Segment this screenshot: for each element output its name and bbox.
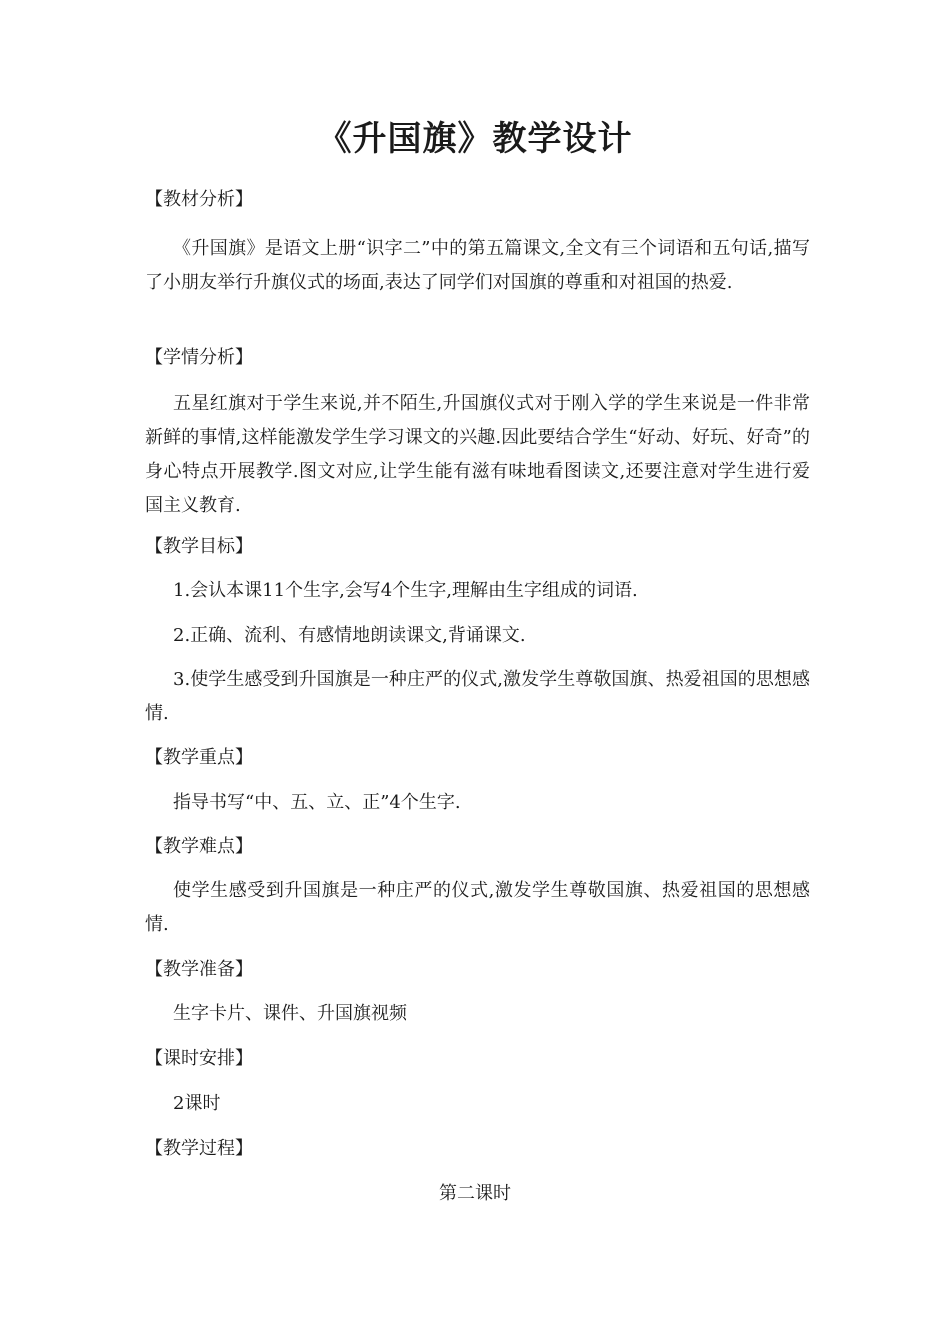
paragraph-schedule: 2课时 (173, 1093, 221, 1114)
heading-key-points: 【教学重点】 (145, 747, 253, 768)
paragraph-difficulties: 使学生感受到升国旗是一种庄严的仪式,激发学生尊敬国旗、热爱祖国的思想感情. (145, 880, 810, 935)
objective-item-1: 1.会认本课11个生字,会写4个生字,理解由生字组成的词语. (173, 580, 638, 601)
paragraph-material-analysis: 《升国旗》是语文上册“识字二”中的第五篇课文,全文有三个词语和五句话,描写了小朋友举行升旗仪式的场面,表达了同学们对国旗的尊重和对祖国的热爱. (145, 238, 810, 293)
heading-student-analysis: 【学情分析】 (145, 347, 253, 368)
heading-schedule: 【课时安排】 (145, 1048, 253, 1069)
paragraph-preparation: 生字卡片、课件、升国旗视频 (173, 1003, 407, 1024)
heading-process: 【教学过程】 (145, 1138, 253, 1159)
heading-difficulties: 【教学难点】 (145, 836, 253, 857)
paragraph-student-analysis: 五星红旗对于学生来说,并不陌生,升国旗仪式对于刚入学的学生来说是一件非常新鲜的事情,这样能激发学生学习课文的兴趣.因此要结合学生“好动、好玩、好奇”的身心特点开展教学.图文对应,让学生能有滋有味地看图读文,还要注意对学生进行爱国主义教育. (145, 393, 810, 516)
subheading-second-lesson: 第二课时 (439, 1183, 511, 1204)
paragraph-key-points: 指导书写“中、五、立、正”4个生字. (173, 792, 461, 813)
heading-material-analysis: 【教材分析】 (145, 189, 253, 210)
objective-item-2: 2.正确、流利、有感情地朗读课文,背诵课文. (173, 625, 526, 646)
objective-item-3: 3.使学生感受到升国旗是一种庄严的仪式,激发学生尊敬国旗、热爱祖国的思想感情. (145, 669, 810, 724)
document-title: 《升国旗》教学设计 (317, 119, 633, 159)
heading-preparation: 【教学准备】 (145, 959, 253, 980)
heading-objectives: 【教学目标】 (145, 536, 253, 557)
